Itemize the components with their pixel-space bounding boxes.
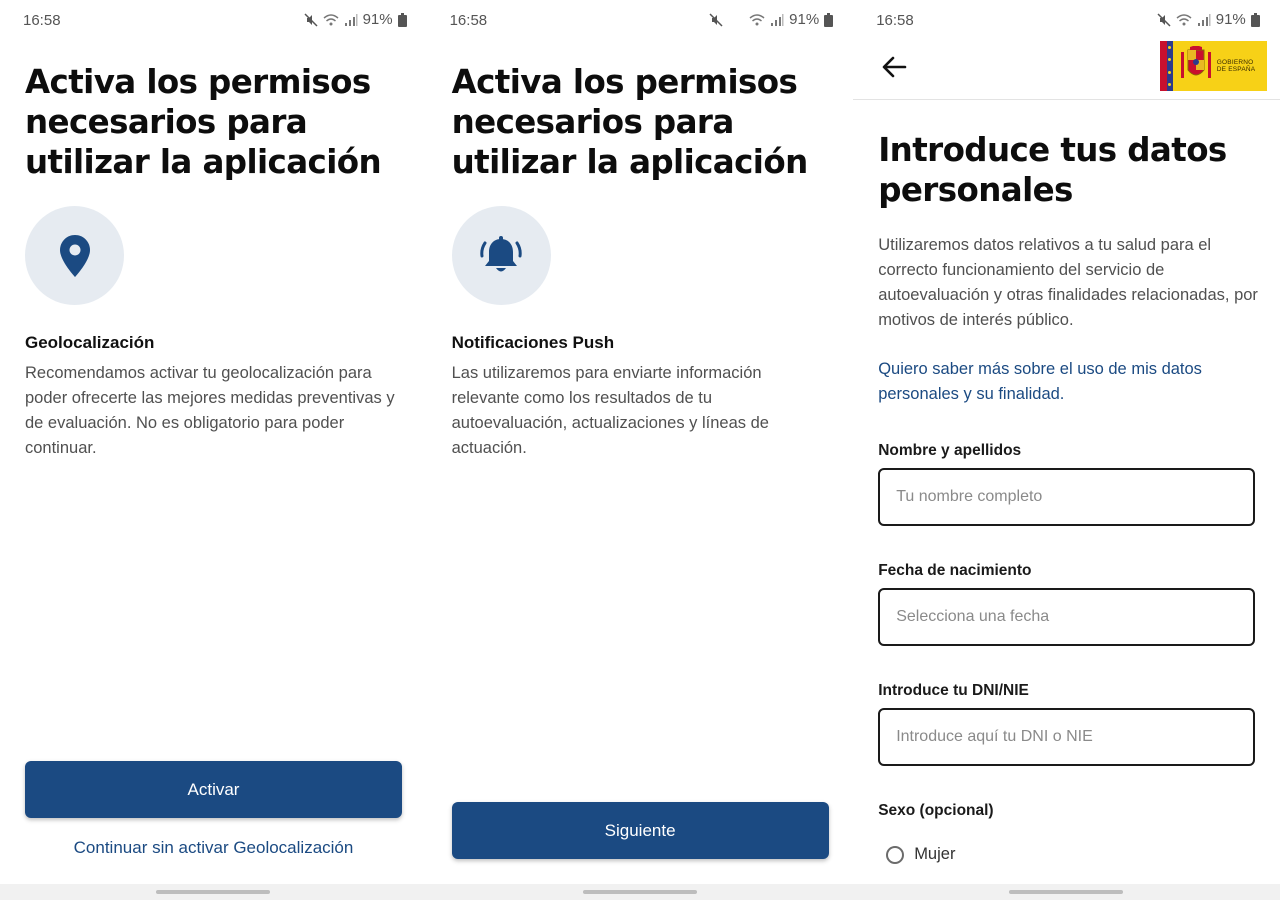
continue-without-location-link[interactable]: Continuar sin activar Geolocalización	[73, 838, 354, 857]
radio-unchecked-icon[interactable]	[886, 846, 904, 864]
system-nav-bar	[427, 884, 854, 900]
screen-push-permission	[427, 0, 854, 900]
next-button[interactable]: Siguiente	[452, 802, 829, 859]
status-time: 16:58	[23, 12, 61, 29]
status-icons	[1157, 11, 1260, 28]
home-handle[interactable]	[583, 890, 697, 894]
battery-level: 91%	[362, 11, 393, 28]
battery-icon	[824, 13, 833, 27]
battery-icon	[1251, 13, 1260, 27]
flag-red-stripe	[1160, 41, 1167, 91]
signal-icon	[770, 13, 784, 27]
page-title: Activa los permisos necesarios para utilizar la aplicación	[451, 63, 808, 181]
name-field-label: Nombre y apellidos	[878, 442, 1022, 459]
signal-icon	[1197, 13, 1211, 27]
system-nav-bar	[0, 884, 427, 900]
wifi-icon	[1176, 13, 1192, 27]
sex-option-female[interactable]	[886, 845, 955, 864]
permission-title: Geolocalización	[25, 333, 155, 352]
home-handle[interactable]	[156, 890, 270, 894]
gobierno-de-espana-text: GOBIERNO DE ESPAÑA	[1216, 58, 1256, 73]
permission-description: Recomendamos activar tu geolocalización para poder ofrecerte las mejores medidas preventivas y de evaluación. No es obligatorio para poder continuar.	[25, 364, 395, 457]
activate-button[interactable]: Activar	[25, 761, 402, 818]
permission-icon-circle	[25, 206, 124, 305]
battery-level: 91%	[1215, 11, 1246, 28]
gobierno-de-espana-logo	[1160, 41, 1267, 91]
status-icons	[709, 11, 833, 28]
status-bar	[427, 0, 854, 40]
status-time: 16:58	[876, 12, 914, 29]
status-bar	[0, 0, 427, 40]
page-title: Activa los permisos necesarios para utilizar la aplicación	[25, 63, 382, 181]
status-time: 16:58	[449, 12, 488, 29]
permission-title: Notificaciones Push	[451, 333, 615, 352]
page-title: Introduce tus datos personales	[878, 131, 1227, 209]
sex-field-label: Sexo (opcional)	[878, 802, 994, 819]
name-input[interactable]	[878, 468, 1255, 526]
screen-geolocation-permission	[0, 0, 427, 900]
dni-input[interactable]	[878, 708, 1255, 766]
home-handle[interactable]	[1009, 890, 1123, 894]
screen-personal-data	[853, 0, 1280, 900]
coat-of-arms-icon	[1179, 46, 1213, 86]
battery-icon	[398, 13, 407, 27]
birthdate-field-label: Fecha de nacimiento	[878, 562, 1032, 579]
privacy-info-link[interactable]: Quiero saber más sobre el uso de mis datos personales y su finalidad.	[878, 360, 1202, 403]
battery-level: 91%	[789, 11, 820, 28]
status-bar	[853, 0, 1280, 40]
birthdate-input[interactable]	[878, 588, 1255, 646]
location-pin-icon	[59, 234, 91, 278]
mute-icon	[709, 13, 723, 27]
permission-icon-circle	[452, 206, 551, 305]
back-arrow-icon[interactable]	[879, 52, 909, 82]
permission-description: Las utilizaremos para enviarte información relevante como los resultados de tu autoevaluación, actualizaciones y líneas de actuación.	[451, 364, 769, 457]
app-header	[853, 38, 1280, 100]
system-nav-bar	[853, 884, 1280, 900]
signal-icon	[344, 13, 358, 27]
radio-label: Mujer	[914, 845, 956, 863]
dni-field-label: Introduce tu DNI/NIE	[878, 682, 1029, 699]
bell-icon	[478, 235, 524, 277]
wifi-icon	[323, 13, 339, 27]
mute-icon	[304, 13, 318, 27]
status-icons	[304, 11, 407, 28]
intro-text: Utilizaremos datos relativos a tu salud para el correcto funcionamiento del servicio de autoevaluación y otras finalidades relacionadas, por motivos de interés público.	[878, 236, 1258, 329]
eu-stars-stripe	[1167, 41, 1173, 91]
wifi-icon	[749, 13, 765, 27]
mute-icon	[1157, 13, 1171, 27]
